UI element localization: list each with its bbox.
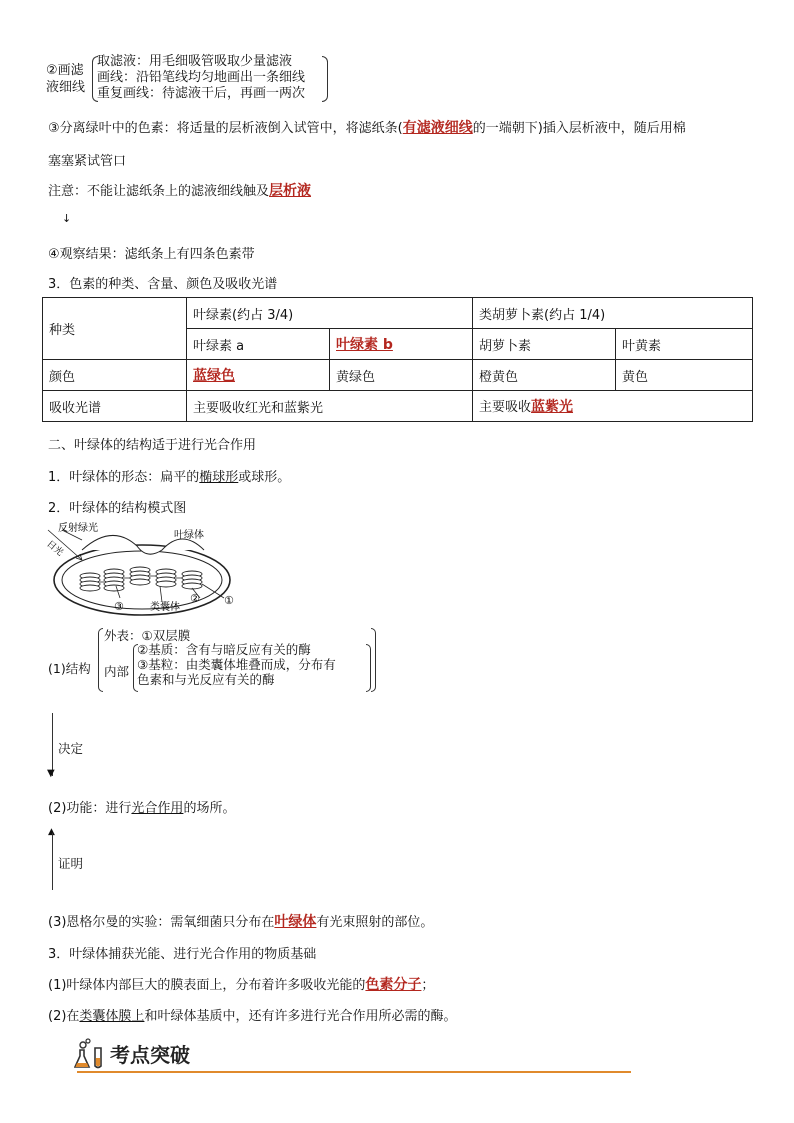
- cell-color-carotene: 橙黄色: [473, 360, 616, 391]
- structure-inner2b: 色素和与光反应有关的酶: [137, 672, 275, 687]
- engelmann-pre: (3)恩格尔曼的实验：需氧细菌只分布在: [48, 915, 275, 930]
- separate-pre: ③分离绿叶中的色素：将适量的层析液倒入试管中，将滤纸条(: [48, 121, 403, 136]
- shape-pre: 1．叶绿体的形态：扁平的: [48, 470, 200, 485]
- structure-brace-right-outer: [371, 628, 376, 692]
- basis1-pre: (1)叶绿体内部巨大的膜表面上，分布着许多吸收光能的: [48, 978, 366, 993]
- model-title: 2．叶绿体的结构模式图: [48, 501, 187, 516]
- basis2-pre: (2)在: [48, 1009, 80, 1024]
- structure-inner: [137, 642, 336, 687]
- structure-brace: [98, 628, 103, 692]
- shape-ul: 椭球形: [199, 470, 239, 485]
- engelmann-blank: 叶绿体: [274, 914, 317, 930]
- cell-color-xanthophyll: 黄色: [616, 360, 753, 391]
- cell-xanthophyll: 叶黄素: [616, 329, 753, 360]
- function-text: [48, 797, 235, 816]
- num-1: ①: [224, 594, 234, 607]
- filter-item: 画线：沿铅笔线均匀地画出一条细线: [97, 70, 306, 85]
- section3-title: 3．色素的种类、含量、颜色及吸收光谱: [48, 277, 278, 292]
- num-3: ③: [114, 600, 124, 613]
- note-pre: 注意：不能让滤纸条上的滤液细线触及: [48, 184, 270, 199]
- spectrum-car-pre: 主要吸收: [479, 400, 532, 415]
- note-arrow: ↓: [62, 212, 72, 225]
- spectrum-car-blank: 蓝紫光: [531, 399, 574, 415]
- label-chloroplast: 叶绿体: [174, 530, 204, 541]
- filter-item: 取滤液：用毛细吸管吸取少量滤液: [97, 54, 293, 69]
- cell-spectrum-car: [473, 391, 753, 422]
- function-ul: 光合作用: [131, 801, 184, 816]
- cell-kind: 种类: [43, 298, 187, 360]
- shape-text: [48, 466, 290, 485]
- basis1-post: ；: [421, 978, 435, 993]
- structure-outer: 外表：①双层膜: [104, 628, 191, 643]
- cell-color-label: 颜色: [43, 360, 187, 391]
- table-row: [43, 298, 753, 329]
- footer-divider: [77, 1071, 631, 1073]
- label-reflect: 反射绿光: [58, 523, 98, 534]
- shape-post: 或球形。: [238, 470, 291, 485]
- basis2-text: [48, 1005, 456, 1024]
- grana-stacks: [80, 567, 202, 591]
- structure-inner1: ②基质：含有与暗反应有关的酶: [137, 642, 311, 657]
- chloroplast-diagram: [42, 518, 242, 618]
- prove-arrow-icon: ▲: [48, 827, 55, 837]
- filter-brace-right: [322, 56, 328, 102]
- basis2-post: 和叶绿体基质中，还有许多进行光合作用所必需的酶。: [144, 1009, 457, 1024]
- filter-label-line1: ②画滤: [46, 63, 84, 78]
- label-thylakoid: 类囊体: [150, 602, 180, 613]
- filter-item: 重复画线：待滤液干后，再画一两次: [97, 86, 306, 101]
- cell-chl-a: 叶绿素 a: [187, 329, 330, 360]
- filter-items: [97, 54, 305, 102]
- basis-title: 3．叶绿体捕获光能、进行光合作用的物质基础: [48, 947, 317, 962]
- num-2: ②: [190, 592, 200, 605]
- filter-label-line2: 液细线: [46, 80, 86, 95]
- note-paragraph: [48, 180, 311, 200]
- observe-text: ④观察结果：滤纸条上有四条色素带: [48, 247, 255, 262]
- cell-color-b: 黄绿色: [330, 360, 473, 391]
- cell-chlorophyll-group: 叶绿素(约占 3/4): [187, 298, 473, 329]
- table-row: [43, 391, 753, 422]
- label-sunlight: 日光: [44, 539, 65, 559]
- basis1-text: [48, 974, 434, 994]
- decide-label: 决定: [58, 741, 84, 756]
- cell-spectrum-chl: 主要吸收红光和蓝紫光: [187, 391, 473, 422]
- structure-inner2a: ③基粒：由类囊体堆叠而成，分布有: [137, 657, 336, 672]
- pigment-table: [42, 297, 753, 422]
- engelmann-post: 有光束照射的部位。: [316, 915, 434, 930]
- flask-icon: [74, 1038, 108, 1070]
- decide-arrow-icon: ▼: [47, 768, 55, 779]
- prove-label: 证明: [58, 856, 84, 871]
- prove-arrow-line: [52, 833, 53, 890]
- separate-line2: 塞塞紧试管口: [48, 154, 127, 169]
- cell-carotenoid-group: 类胡萝卜素(约占 1/4): [473, 298, 753, 329]
- basis2-ul: 类囊体膜上: [79, 1009, 145, 1024]
- structure-label: (1)结构: [48, 661, 91, 676]
- footer-title: 考点突破: [110, 1043, 190, 1067]
- decide-arrow-line: [52, 713, 53, 776]
- filter-label: [46, 62, 85, 96]
- engelmann-text: [48, 911, 433, 931]
- cell-spectrum-label: 吸收光谱: [43, 391, 187, 422]
- separate-paragraph: [48, 117, 686, 137]
- function-pre: (2)功能：进行: [48, 801, 132, 816]
- separate-blank: 有滤液细线: [402, 120, 473, 136]
- cell-chl-b: 叶绿素 b: [336, 337, 393, 353]
- part2-title: 二、叶绿体的结构适于进行光合作用: [48, 438, 257, 453]
- table-row: [43, 360, 753, 391]
- cell-color-a: 蓝绿色: [193, 368, 235, 384]
- cell-carotene: 胡萝卜素: [473, 329, 616, 360]
- basis1-blank: 色素分子: [365, 977, 422, 993]
- separate-post: 的一端朝下)插入层析液中，随后用棉: [472, 121, 686, 136]
- note-blank: 层析液: [269, 183, 312, 199]
- structure-inner-label: 内部: [104, 664, 130, 679]
- function-post: 的场所。: [183, 801, 236, 816]
